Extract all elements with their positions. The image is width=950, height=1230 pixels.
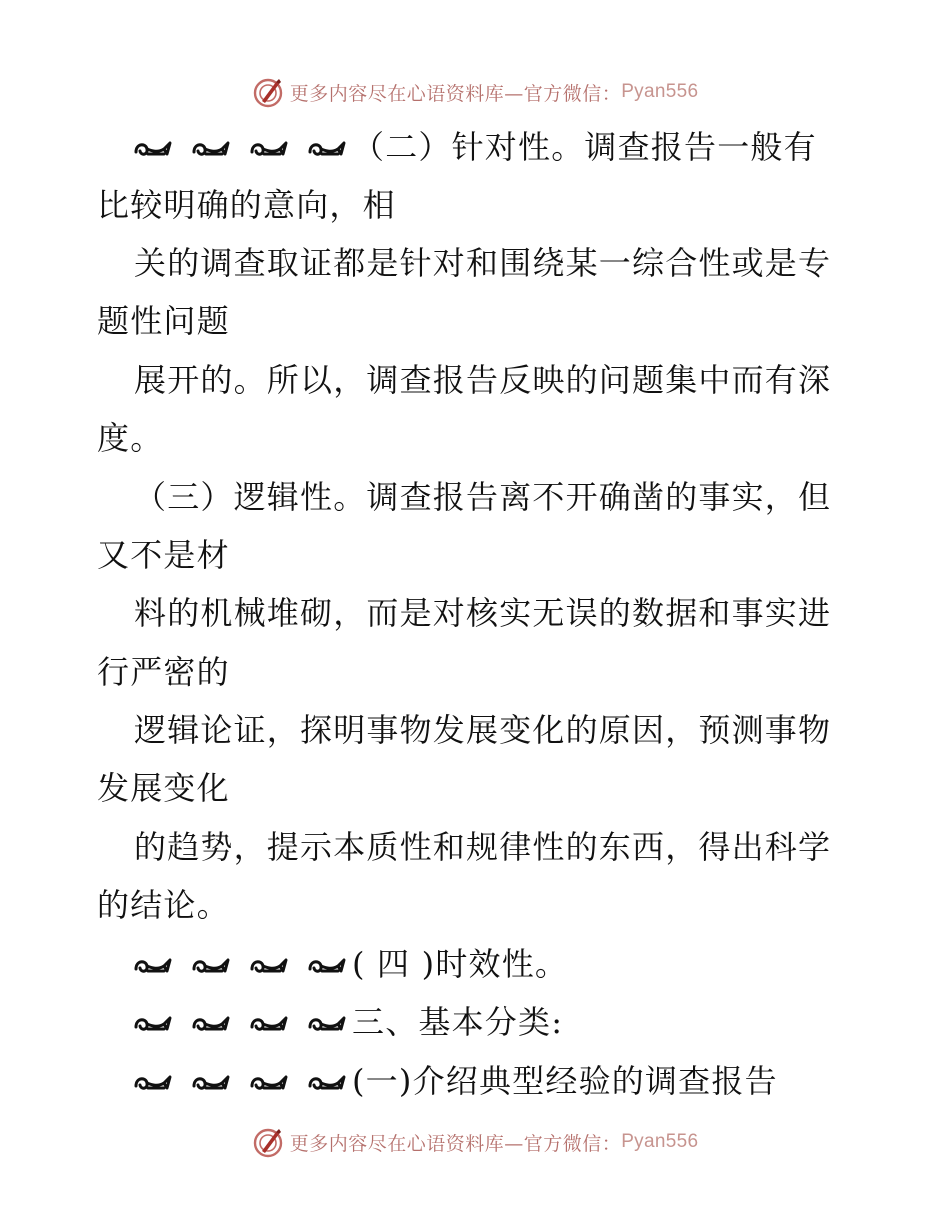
paragraph-line: 又不是材: [97, 536, 230, 574]
paragraph-line: （三）逻辑性。调查报告离不开确凿的事实，但: [134, 478, 832, 516]
paragraph-line: 比较明确的意向，相: [97, 186, 396, 224]
ornament-group: [134, 1073, 348, 1095]
pen-logo-icon: [252, 1126, 284, 1158]
paragraph-line: 的结论。: [97, 886, 230, 924]
ornament-swirl-icon: [250, 956, 288, 978]
ornament-swirl-icon: [250, 1073, 288, 1095]
watermark-text: 更多内容尽在心语资料库—官方微信：: [289, 1132, 622, 1155]
ornament-swirl-icon: [250, 1014, 288, 1036]
ornament-swirl-icon: [308, 956, 346, 978]
paragraph-line: 题性问题: [97, 302, 230, 340]
paragraph-line: 逻辑论证，探明事物发展变化的原因，预测事物: [134, 711, 832, 749]
ornament-swirl-icon: [134, 956, 172, 978]
ornament-swirl-icon: [134, 139, 172, 161]
footer-watermark: [0, 1122, 950, 1162]
pen-logo-icon: [252, 76, 284, 108]
paragraph-line: 关的调查取证都是针对和围绕某一综合性或是专: [134, 244, 832, 282]
ornament-group: [134, 139, 348, 161]
ornament-swirl-icon: [192, 956, 230, 978]
ornament-group: [134, 956, 348, 978]
ornament-swirl-icon: [134, 1014, 172, 1036]
ornament-group: [134, 1014, 348, 1036]
paragraph-line: 度。: [97, 419, 164, 457]
line-text: (一)介绍典型经验的调查报告: [352, 1062, 778, 1100]
ornament-swirl-icon: [192, 1073, 230, 1095]
paragraph-line: 的趋势，提示本质性和规律性的东西，得出科学: [134, 828, 832, 866]
ornament-swirl-icon: [134, 1073, 172, 1095]
ornament-swirl-icon: [308, 139, 346, 161]
ornament-swirl-icon: [192, 1014, 230, 1036]
paragraph-line: 料的机械堆砌，而是对核实无误的数据和事实进: [134, 594, 832, 632]
paragraph-line: 行严密的: [97, 653, 230, 691]
line-text: ( 四 )时效性。: [352, 945, 569, 983]
line-text: （二）针对性。调查报告一般有: [352, 128, 817, 166]
ornament-swirl-icon: [250, 139, 288, 161]
watermark-wechat-id: Pyan556: [621, 81, 699, 102]
paragraph-line: 展开的。所以，调查报告反映的问题集中而有深: [134, 361, 832, 399]
paragraph-line: [134, 999, 563, 1045]
paragraph-line: 发展变化: [97, 769, 230, 807]
ornament-swirl-icon: [308, 1073, 346, 1095]
paragraph-line: [134, 124, 817, 170]
ornament-swirl-icon: [308, 1014, 346, 1036]
header-watermark: [0, 72, 950, 112]
line-text: 三、基本分类:: [352, 1003, 564, 1041]
watermark-text: 更多内容尽在心语资料库—官方微信：: [289, 82, 622, 105]
watermark-wechat-id: Pyan556: [621, 1131, 699, 1152]
paragraph-line: [134, 1058, 778, 1104]
paragraph-line: [134, 941, 568, 987]
ornament-swirl-icon: [192, 139, 230, 161]
